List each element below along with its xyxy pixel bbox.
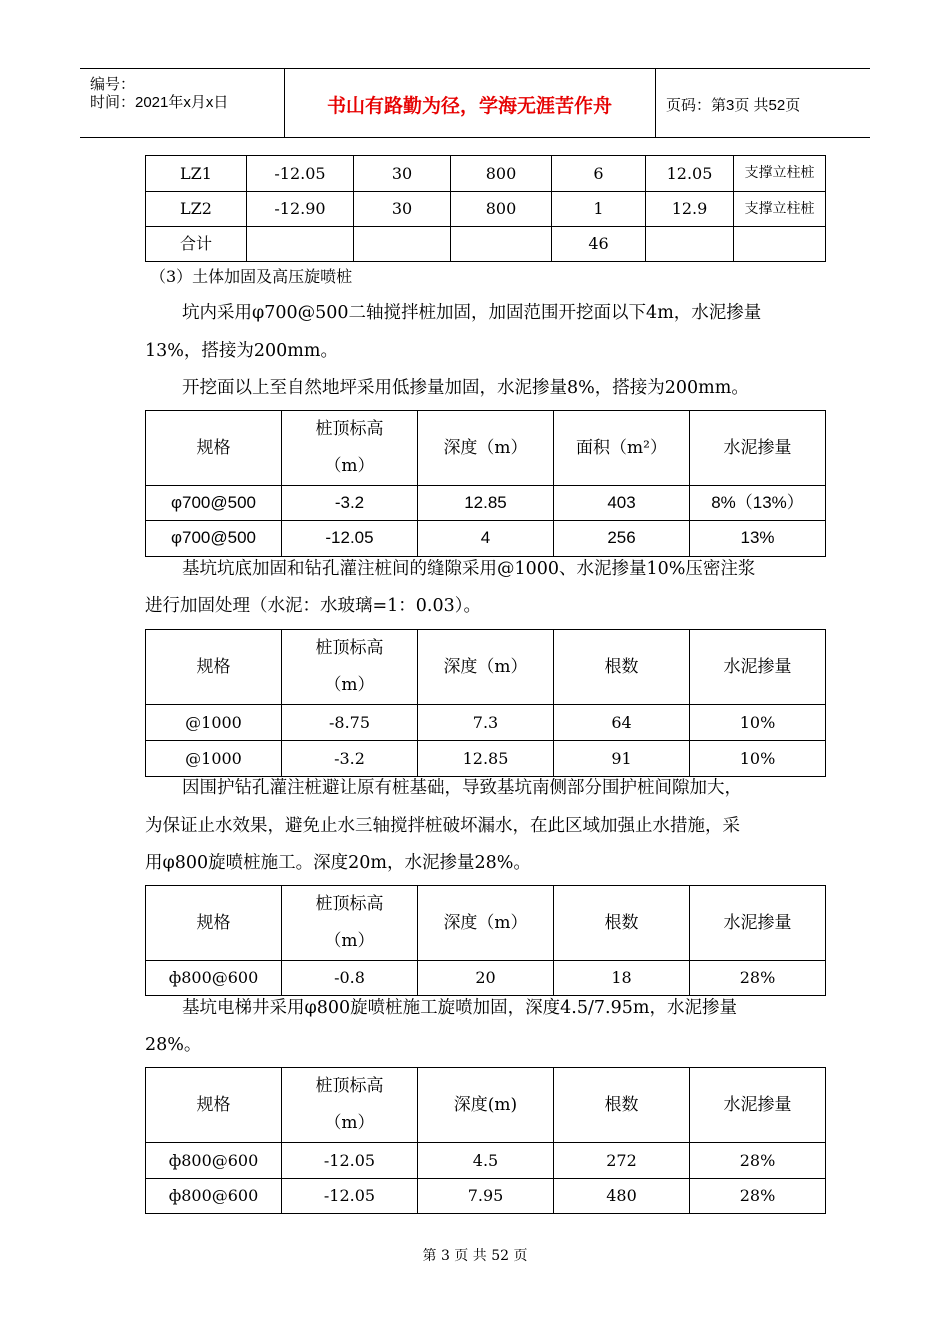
table-header-row <box>146 1068 826 1143</box>
header-motto-cell <box>284 69 656 137</box>
header-cell: 规格 <box>146 1068 282 1143</box>
table-cell: 1 <box>552 192 646 227</box>
table-cell: φ700@500 <box>146 521 282 557</box>
header-cell: 规格 <box>146 411 282 486</box>
table-header-row <box>146 630 826 705</box>
table-cell: 13% <box>690 521 826 557</box>
motto: 书山有路勤为径，学海无涯苦作舟 <box>326 96 612 117</box>
header-cell: 规格 <box>146 630 282 705</box>
table-cell <box>646 227 734 262</box>
header-cell: 水泥掺量 <box>690 1068 826 1143</box>
table-row <box>146 1179 826 1214</box>
table-cell: ф800@600 <box>146 961 282 996</box>
table-cell: 7.95 <box>418 1179 554 1214</box>
table-cell <box>451 227 552 262</box>
header-cell: 桩顶标高 （m） <box>282 630 418 705</box>
table-cell: LZ2 <box>146 192 247 227</box>
table-cell: 支撑立柱桩 <box>734 192 826 227</box>
table-cell: 28% <box>690 1179 826 1214</box>
table-cell: 4.5 <box>418 1143 554 1179</box>
table-cell <box>354 227 451 262</box>
table-cell: 18 <box>554 961 690 996</box>
header-cell: 规格 <box>146 886 282 961</box>
paragraph-line: 28%。 <box>145 1035 202 1055</box>
table-cell: 46 <box>552 227 646 262</box>
table-cell: -0.8 <box>282 961 418 996</box>
header-cell: 水泥掺量 <box>690 886 826 961</box>
table-row <box>146 156 826 192</box>
paragraph-line: 坑内采用φ700@500二轴搅拌桩加固，加固范围开挖面以下4m，水泥掺量 <box>182 303 762 323</box>
paragraph-line: 进行加固处理（水泥：水玻璃=1：0.03）。 <box>145 596 482 616</box>
table-cell: φ700@500 <box>146 486 282 521</box>
table-header-row <box>146 886 826 961</box>
table-cell: -12.05 <box>282 521 418 557</box>
header-cell: 深度(m) <box>418 1068 554 1143</box>
table-cell: @1000 <box>146 741 282 777</box>
header-cell: 根数 <box>554 886 690 961</box>
header-cell: 桩顶标高 （m） <box>282 886 418 961</box>
header-cell: 深度（m） <box>418 630 554 705</box>
header-cell: 深度（m） <box>418 411 554 486</box>
paragraph-line: 因围护钻孔灌注桩避让原有桩基础，导致基坑南侧部分围护桩间隙加大， <box>182 778 742 798</box>
paragraph-line: 开挖面以上至自然地坪采用低掺量加固，水泥掺量8%，搭接为200mm。 <box>182 378 749 398</box>
reinforcement-table <box>145 410 826 557</box>
jet-grouting-table <box>145 885 826 996</box>
header-cell: 根数 <box>554 1068 690 1143</box>
table-row <box>146 705 826 741</box>
table-cell: 7.3 <box>418 705 554 741</box>
table-cell: 30 <box>354 192 451 227</box>
header-cell: 水泥掺量 <box>690 630 826 705</box>
table-cell: -8.75 <box>282 705 418 741</box>
header-cell: 根数 <box>554 630 690 705</box>
header-page-cell <box>656 69 870 137</box>
page-header <box>80 68 870 138</box>
table-cell: 272 <box>554 1143 690 1179</box>
table-cell: -12.05 <box>282 1143 418 1179</box>
table-cell: 480 <box>554 1179 690 1214</box>
header-cell: 桩顶标高 （m） <box>282 1068 418 1143</box>
header-cell: 深度（m） <box>418 886 554 961</box>
table-cell: 256 <box>554 521 690 557</box>
table-cell: -12.05 <box>282 1179 418 1214</box>
table-cell <box>734 227 826 262</box>
table-cell: ф800@600 <box>146 1143 282 1179</box>
table-cell: 10% <box>690 705 826 741</box>
paragraph-line: 13%，搭接为200mm。 <box>145 341 338 361</box>
lz-table <box>145 155 826 262</box>
header-cell: 面积（m²） <box>554 411 690 486</box>
table-cell: 合计 <box>146 227 247 262</box>
header-cell: 水泥掺量 <box>690 411 826 486</box>
table-cell: -3.2 <box>282 486 418 521</box>
paragraph-line: 为保证止水效果，避免止水三轴搅拌桩破坏漏水，在此区域加强止水措施，采 <box>145 816 740 836</box>
table-row <box>146 227 826 262</box>
grouting-table <box>145 629 826 777</box>
time-label: 时间：2021年x月x日 <box>90 94 229 111</box>
table-cell: @1000 <box>146 705 282 741</box>
table-cell: 12.05 <box>646 156 734 192</box>
header-info-cell <box>80 69 285 137</box>
table-cell: LZ1 <box>146 156 247 192</box>
table-cell <box>247 227 354 262</box>
table-cell: 10% <box>690 741 826 777</box>
table-cell: 28% <box>690 1143 826 1179</box>
table-cell: 12.9 <box>646 192 734 227</box>
table-header-row <box>146 411 826 486</box>
section-title: （3）土体加固及高压旋喷桩 <box>150 267 353 286</box>
table-cell: 8%（13%） <box>690 486 826 521</box>
page-footer: 第 3 页 共 52 页 <box>422 1248 528 1264</box>
table-cell: 支撑立柱桩 <box>734 156 826 192</box>
table-cell: 28% <box>690 961 826 996</box>
header-cell: 桩顶标高 （m） <box>282 411 418 486</box>
paragraph-line: 用φ800旋喷桩施工。深度20m，水泥掺量28%。 <box>145 853 531 873</box>
table-cell: 800 <box>451 192 552 227</box>
table-row <box>146 1143 826 1179</box>
table-cell: 4 <box>418 521 554 557</box>
table-cell: ф800@600 <box>146 1179 282 1214</box>
paragraph-line: 基坑坑底加固和钻孔灌注桩间的缝隙采用@1000、水泥掺量10%压密注浆 <box>182 559 756 579</box>
table-cell: 30 <box>354 156 451 192</box>
page-label: 页码：第3页 共52页 <box>666 97 801 114</box>
number-label: 编号： <box>90 76 136 93</box>
table-cell: 6 <box>552 156 646 192</box>
table-cell: -3.2 <box>282 741 418 777</box>
table-cell: 91 <box>554 741 690 777</box>
table-cell: -12.90 <box>247 192 354 227</box>
table-cell: 403 <box>554 486 690 521</box>
table-cell: -12.05 <box>247 156 354 192</box>
paragraph-line: 基坑电梯井采用φ800旋喷桩施工旋喷加固，深度4.5/7.95m，水泥掺量 <box>182 998 737 1018</box>
table-cell: 800 <box>451 156 552 192</box>
table-cell: 12.85 <box>418 486 554 521</box>
table-cell: 64 <box>554 705 690 741</box>
table-row <box>146 486 826 521</box>
table-cell: 20 <box>418 961 554 996</box>
table-cell: 12.85 <box>418 741 554 777</box>
table-row <box>146 192 826 227</box>
elevator-pit-table <box>145 1067 826 1214</box>
